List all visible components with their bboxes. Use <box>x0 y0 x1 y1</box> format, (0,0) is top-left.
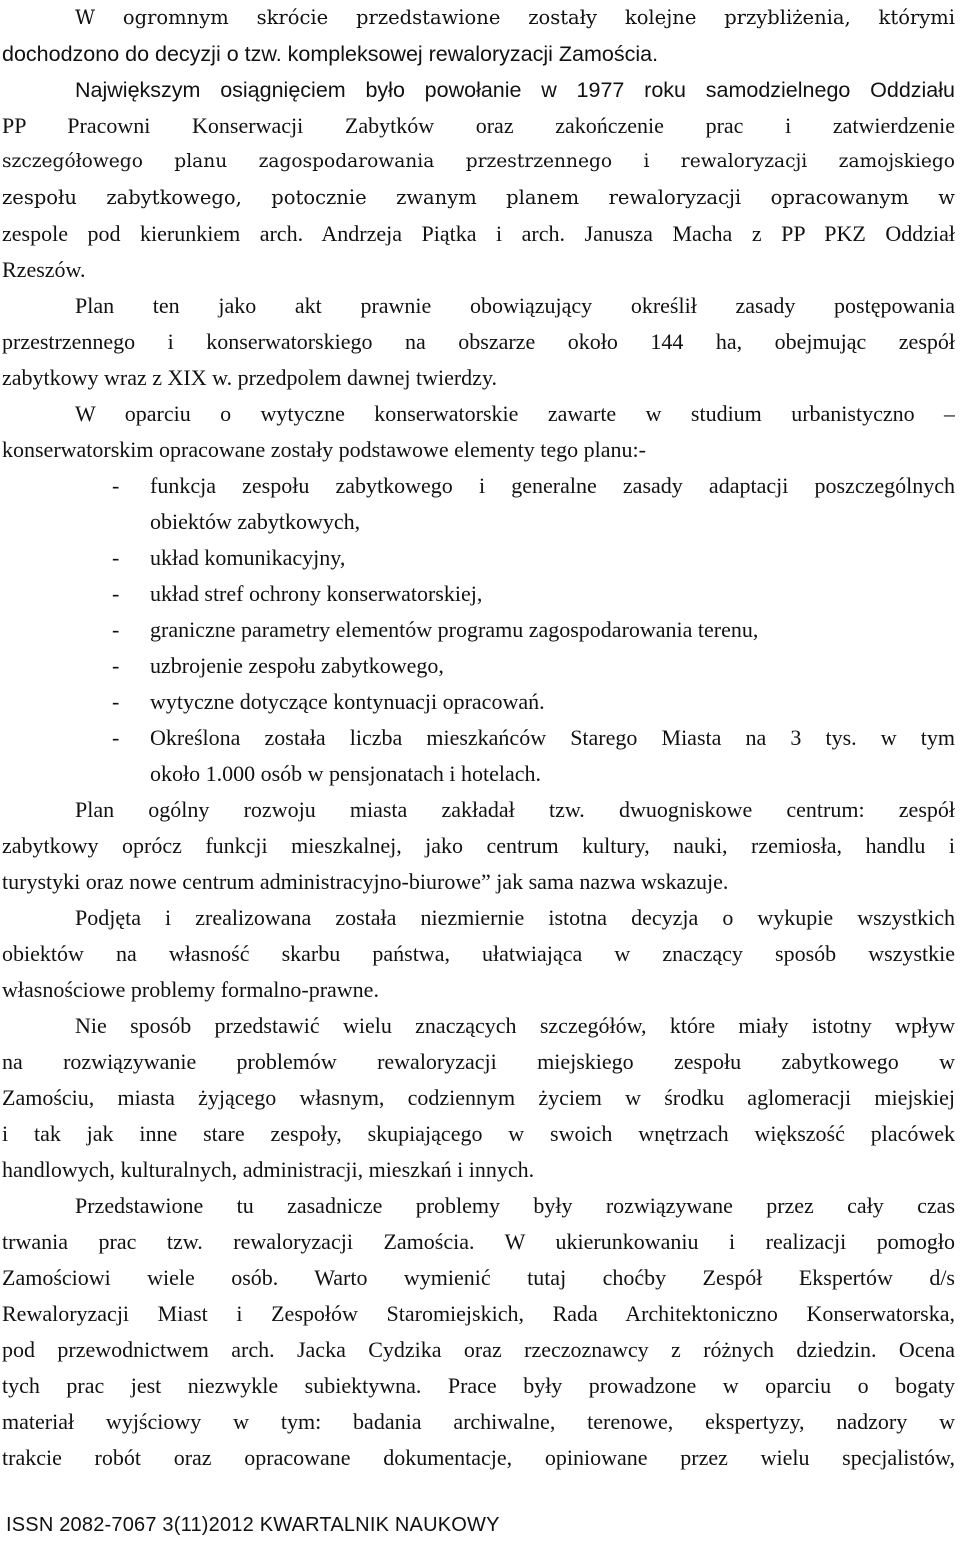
list-dash: - <box>112 689 120 714</box>
list-item <box>2 612 955 648</box>
text-line: W ogromnym skrócie przedstawione zostały kolejne przybliżenia, którymi <box>75 6 955 29</box>
text-line: Plan ten jako akt prawnie obowiązujący określił zasady postępowania <box>75 293 955 318</box>
text-line: Rewaloryzacji Miast i Zespołów Staromiejskich, Rada Architektoniczno Konserwatorska, <box>2 1301 955 1326</box>
journal-footer: ISSN 2082-7067 3(11)2012 KWARTALNIK NAUKOWY <box>6 1514 500 1536</box>
text-line: Nie sposób przedstawić wielu znaczących szczegółów, które miały istotny wpływ <box>75 1013 955 1038</box>
list-dash: - <box>112 581 120 606</box>
list-item <box>2 720 955 792</box>
list-item <box>2 648 955 684</box>
text-line: handlowych, kulturalnych, administracji, mieszkań i innych. <box>2 1157 535 1182</box>
list-dash: - <box>112 617 120 642</box>
list-dash: - <box>112 725 120 750</box>
document-body <box>2 0 955 1476</box>
list-dash: - <box>112 653 120 678</box>
list-item <box>2 468 955 540</box>
list-dash: - <box>112 473 120 498</box>
list-item-text: graniczne parametry elementów programu zagospodarowania terenu, <box>150 617 759 642</box>
text-line: W oparciu o wytyczne konserwatorskie zawarte w studium urbanistyczno – <box>75 401 955 426</box>
text-line: materiał wyjściowy w tym: badania archiwalne, terenowe, ekspertyzy, nadzory w <box>2 1409 955 1434</box>
text-line: zabytkowy wraz z XIX w. przedpolem dawnej twierdzy. <box>2 365 498 390</box>
text-line: szczegółowego planu zagospodarowania przestrzennego i rewaloryzacji zamojskiego <box>2 151 955 172</box>
text-line: Przedstawione tu zasadnicze problemy były rozwiązywane przez cały czas <box>75 1193 955 1218</box>
text-line: przestrzennego i konserwatorskiego na obszarze około 144 ha, obejmując zespół <box>2 329 955 354</box>
elements-list <box>2 468 955 792</box>
list-item-text: około 1.000 osób w pensjonatach i hotelach. <box>150 761 542 786</box>
text-line: Plan ogólny rozwoju miasta zakładał tzw. dwuogniskowe centrum: zespół <box>75 797 955 822</box>
text-line: obiektów na własność skarbu państwa, ułatwiająca w znaczący sposób wszystkie <box>2 941 955 966</box>
text-line: zabytkowy oprócz funkcji mieszkalnej, jako centrum kultury, nauki, rzemiosła, handlu i <box>2 833 955 858</box>
list-item-text: obiektów zabytkowych, <box>150 509 361 534</box>
list-item-text: funkcja zespołu zabytkowego i generalne zasady adaptacji poszczególnych <box>150 473 955 498</box>
text-line: turystyki oraz nowe centrum administracyjno-biurowe” jak sama nazwa wskazuje. <box>2 869 729 894</box>
text-line: PP Pracowni Konserwacji Zabytków oraz zakończenie prac i zatwierdzenie <box>2 113 955 138</box>
text-line: Podjęta i zrealizowana została niezmiernie istotna decyzja o wykupie wszystkich <box>75 905 955 930</box>
text-line: dochodzono do decyzji o tzw. kompleksowej rewaloryzacji Zamościa. <box>2 42 659 66</box>
text-line: i tak jak inne stare zespoły, skupiającego w swoich wnętrzach większość placówek <box>2 1121 955 1146</box>
list-dash: - <box>112 545 120 570</box>
list-item-text: Określona została liczba mieszkańców Starego Miasta na 3 tys. w tym <box>150 725 955 750</box>
text-line: Zamościu, miasta żyjącego własnym, codziennym życiem w środku aglomeracji miejskiej <box>2 1085 955 1110</box>
text-line: konserwatorskim opracowane zostały podstawowe elementy tego planu:- <box>2 437 646 462</box>
text-line: zespołu zabytkowego, potocznie zwanym planem rewaloryzacji opracowanym w <box>2 186 955 209</box>
text-line: Największym osiągnięciem było powołanie w 1977 roku samodzielnego Oddziału <box>75 78 955 102</box>
list-item-text: uzbrojenie zespołu zabytkowego, <box>150 653 444 678</box>
list-item <box>2 684 955 720</box>
text-line: pod przewodnictwem arch. Jacka Cydzika oraz rzeczoznawcy z różnych dziedzin. Ocena <box>2 1337 955 1362</box>
list-item-text: układ komunikacyjny, <box>150 545 346 570</box>
list-item <box>2 576 955 612</box>
list-item <box>2 540 955 576</box>
text-line: trakcie robót oraz opracowane dokumentacje, opiniowane przez wielu specjalistów, <box>2 1445 955 1470</box>
text-line: Zamościowi wiele osób. Warto wymienić tutaj choćby Zespół Ekspertów d/s <box>2 1265 955 1290</box>
text-line: zespole pod kierunkiem arch. Andrzeja Piątka i arch. Janusza Macha z PP PKZ Oddział <box>2 221 955 246</box>
text-line: własnościowe problemy formalno-prawne. <box>2 977 379 1002</box>
text-line: na rozwiązywanie problemów rewaloryzacji miejskiego zespołu zabytkowego w <box>2 1049 955 1074</box>
text-line: trwania prac tzw. rewaloryzacji Zamościa. W ukierunkowaniu i realizacji pomogło <box>2 1229 955 1254</box>
list-item-text: układ stref ochrony konserwatorskiej, <box>150 581 483 606</box>
list-item-text: wytyczne dotyczące kontynuacji opracowań. <box>150 689 545 714</box>
text-line: tych prac jest niezwykle subiektywna. Prace były prowadzone w oparciu o bogaty <box>2 1373 955 1398</box>
text-line: Rzeszów. <box>2 257 86 282</box>
